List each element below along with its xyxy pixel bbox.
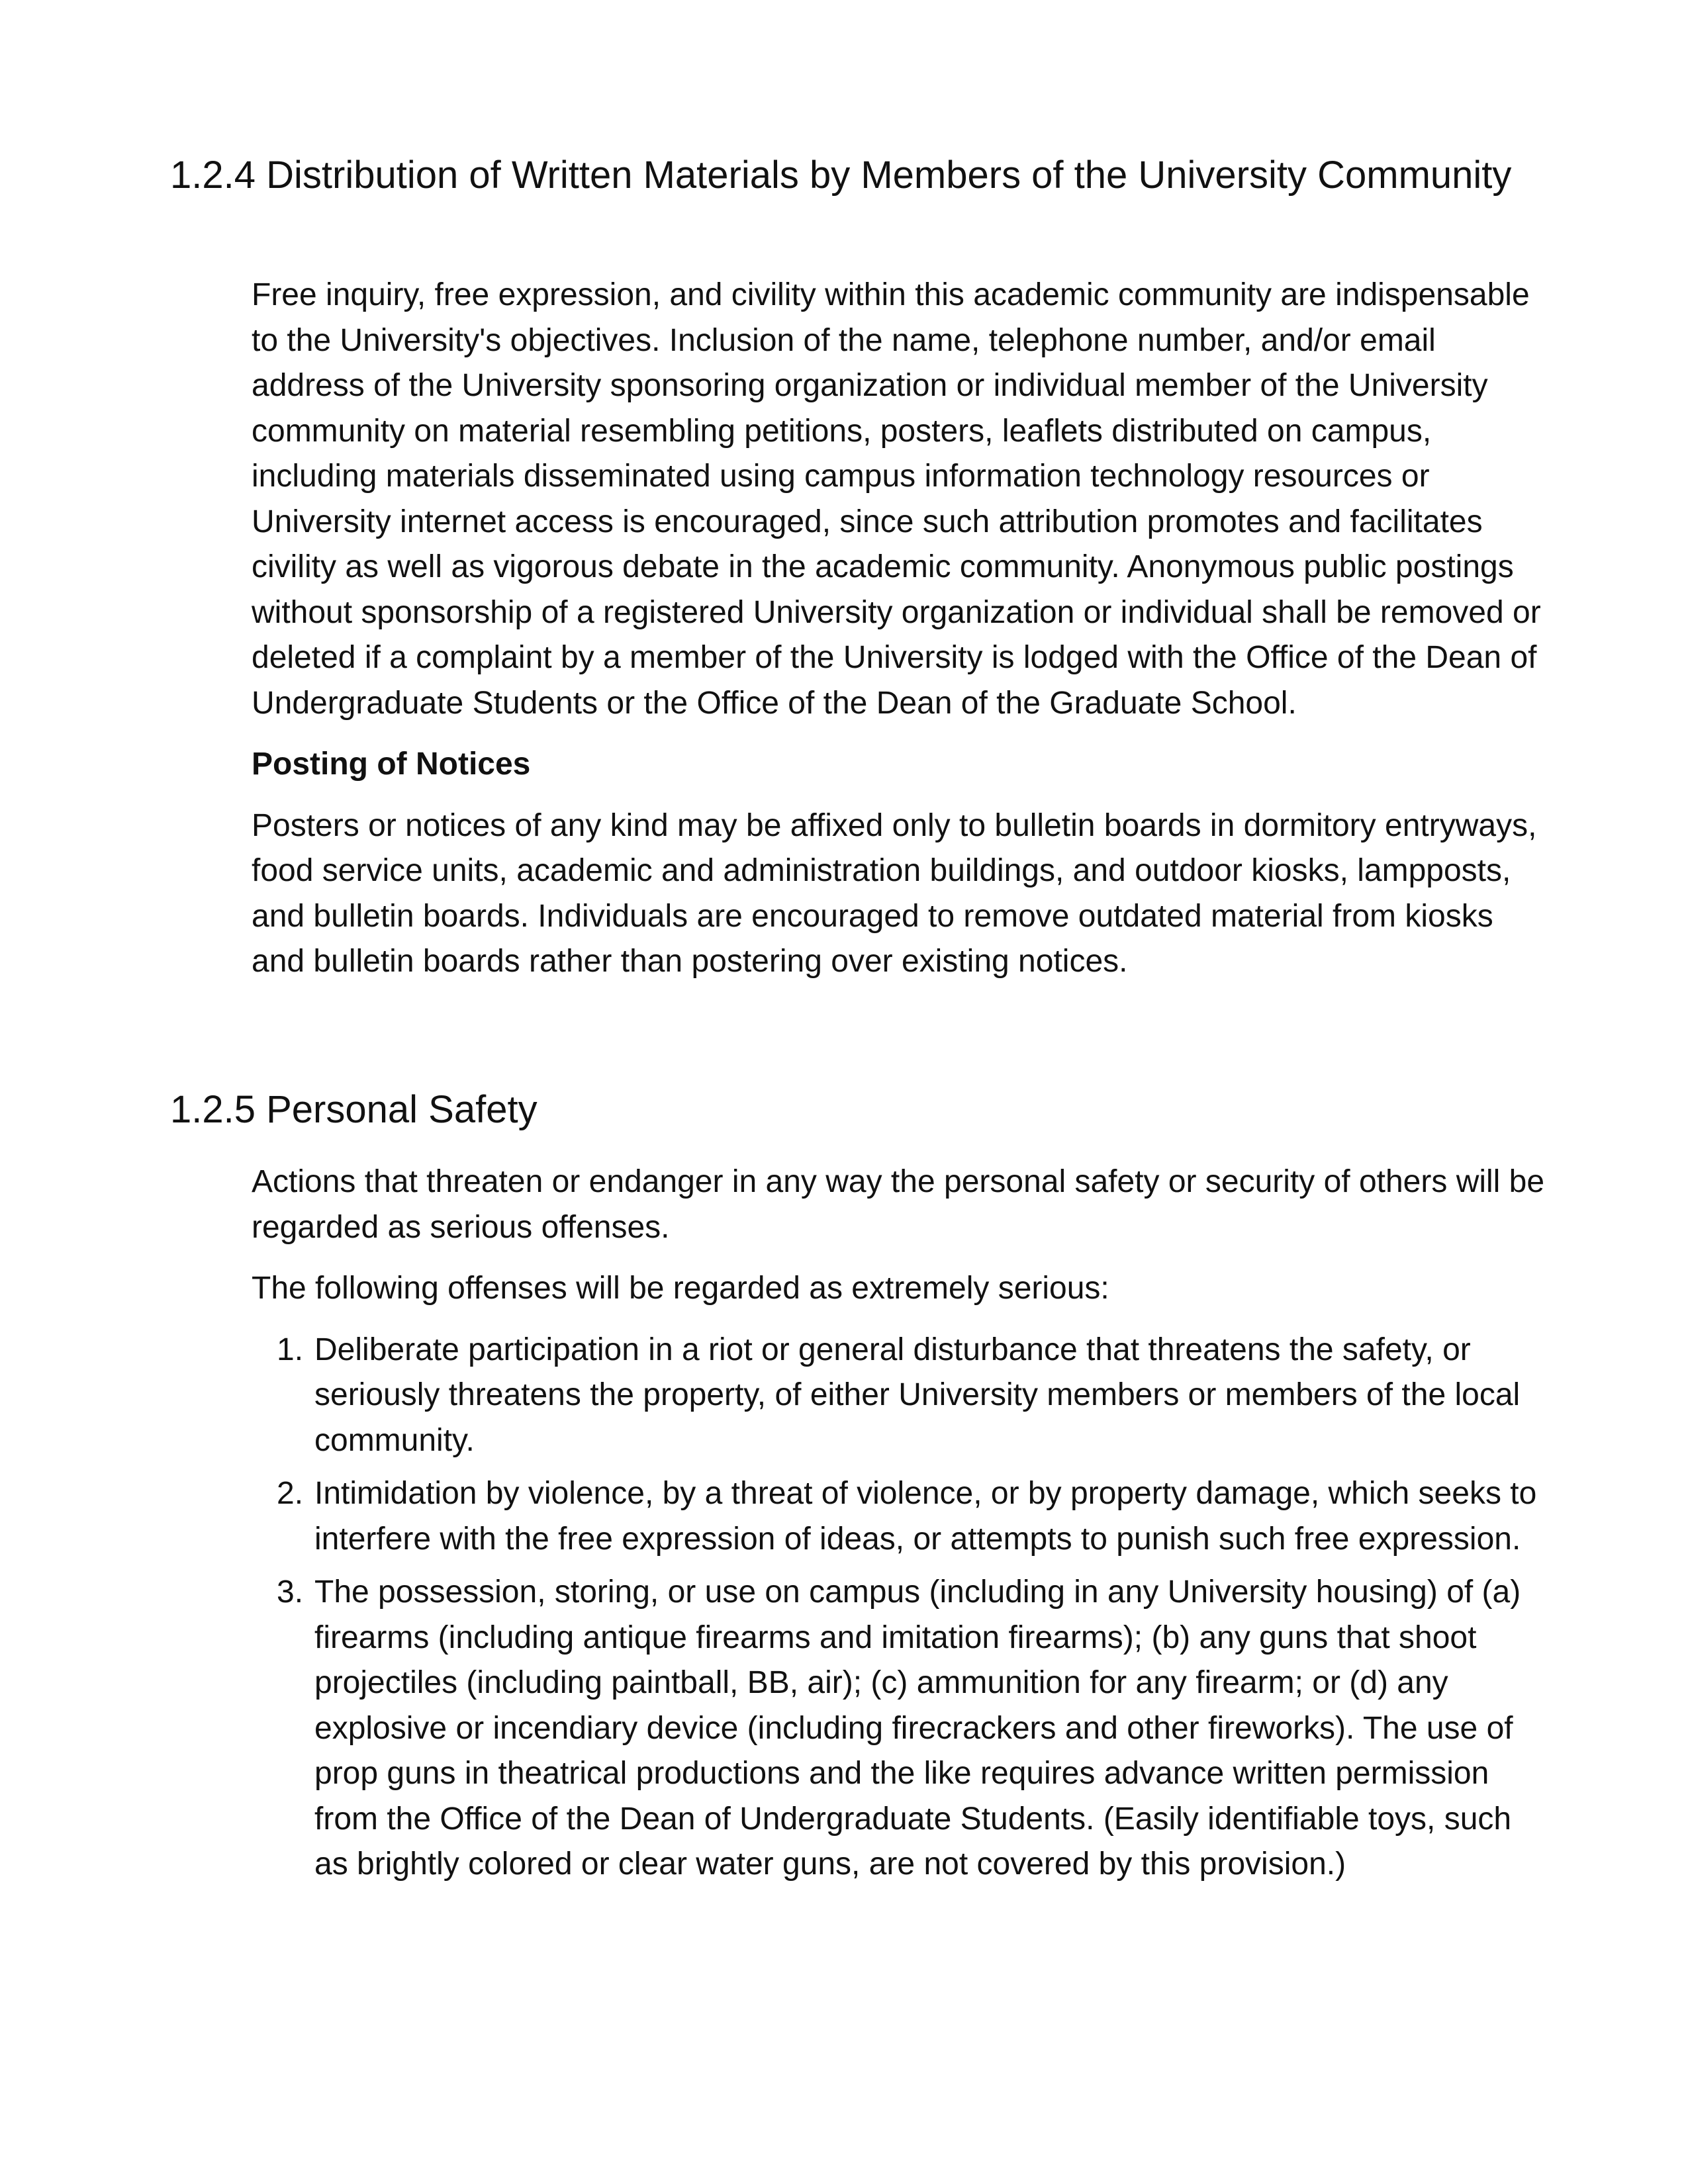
paragraph-free-inquiry: Free inquiry, free expression, and civility within this academic community are indispensable to the University's objectives. Inclusion of the name, telephone number, and/or email address of the University sponsoring organization or individual member of the University community on material resembling petitions, posters, leaflets distributed on campus, including materials disseminated using campus information technology resources or University internet access is encouraged, since such attribution promotes and facilitates civility as well as vigorous debate in the academic community. Anonymous public postings without sponsorship of a registered University organization or individual shall be removed or deleted if a complaint by a member of the University is lodged with the Office of the Dean of Undergraduate Students or the Office of the Dean of the Graduate School. — [252, 277, 1541, 721]
paragraph-posters: Posters or notices of any kind may be affixed only to bulletin boards in dormitory entryways, food service units, academic and administration buildings, and outdoor kiosks, lampposts, and bulletin boards. Individuals are encouraged to remove outdated material from kiosks and bulletin boards rather than postering over existing notices. — [252, 807, 1537, 979]
list-item-text: The possession, storing, or use on campus (including in any University housing) of (a) firearms (including antique firearms and imitation firearms); (b) any guns that shoot projectiles (including paintball, BB, air); (c) ammunition for any firearm; or (d) any explosive or incendiary device (including firecrackers and other fireworks). The use of prop guns in theatrical productions and the like requires advance written permission from the Office of the Dean of Undergraduate Students. (Easily identifiable toys, such as brightly colored or clear water guns, are not covered by this provision.) — [314, 1574, 1521, 1882]
list-item — [252, 1570, 1546, 1888]
list-item-text: Intimidation by violence, by a threat of violence, or by property damage, which seeks to interfere with the free expression of ideas, or attempts to punish such free expression. — [314, 1476, 1537, 1557]
list-item-number: 2. — [277, 1476, 304, 1511]
list-item-number: 1. — [277, 1332, 304, 1367]
list-item-number: 3. — [277, 1574, 304, 1610]
list-item-text: Deliberate participation in a riot or general disturbance that threatens the safety, or seriously threatens the property, of either University members or members of the local community. — [314, 1332, 1521, 1458]
list-item — [252, 1471, 1546, 1562]
offenses-list — [252, 1328, 1546, 1888]
section-body-personal-safety — [252, 1160, 1546, 1895]
section-heading-personal-safety: 1.2.5 Personal Safety — [170, 1088, 538, 1131]
section-body-distribution — [252, 273, 1546, 1001]
paragraph-actions-threaten: Actions that threaten or endanger in any way the personal safety or security of others will be regarded as serious offenses. — [252, 1164, 1545, 1245]
section-heading-distribution: 1.2.4 Distribution of Written Materials by Members of the University Community — [170, 154, 1512, 197]
list-item — [252, 1328, 1546, 1464]
paragraph-following-offenses: The following offenses will be regarded as extremely serious: — [252, 1271, 1109, 1306]
subheading-posting-of-notices: Posting of Notices — [252, 747, 531, 782]
